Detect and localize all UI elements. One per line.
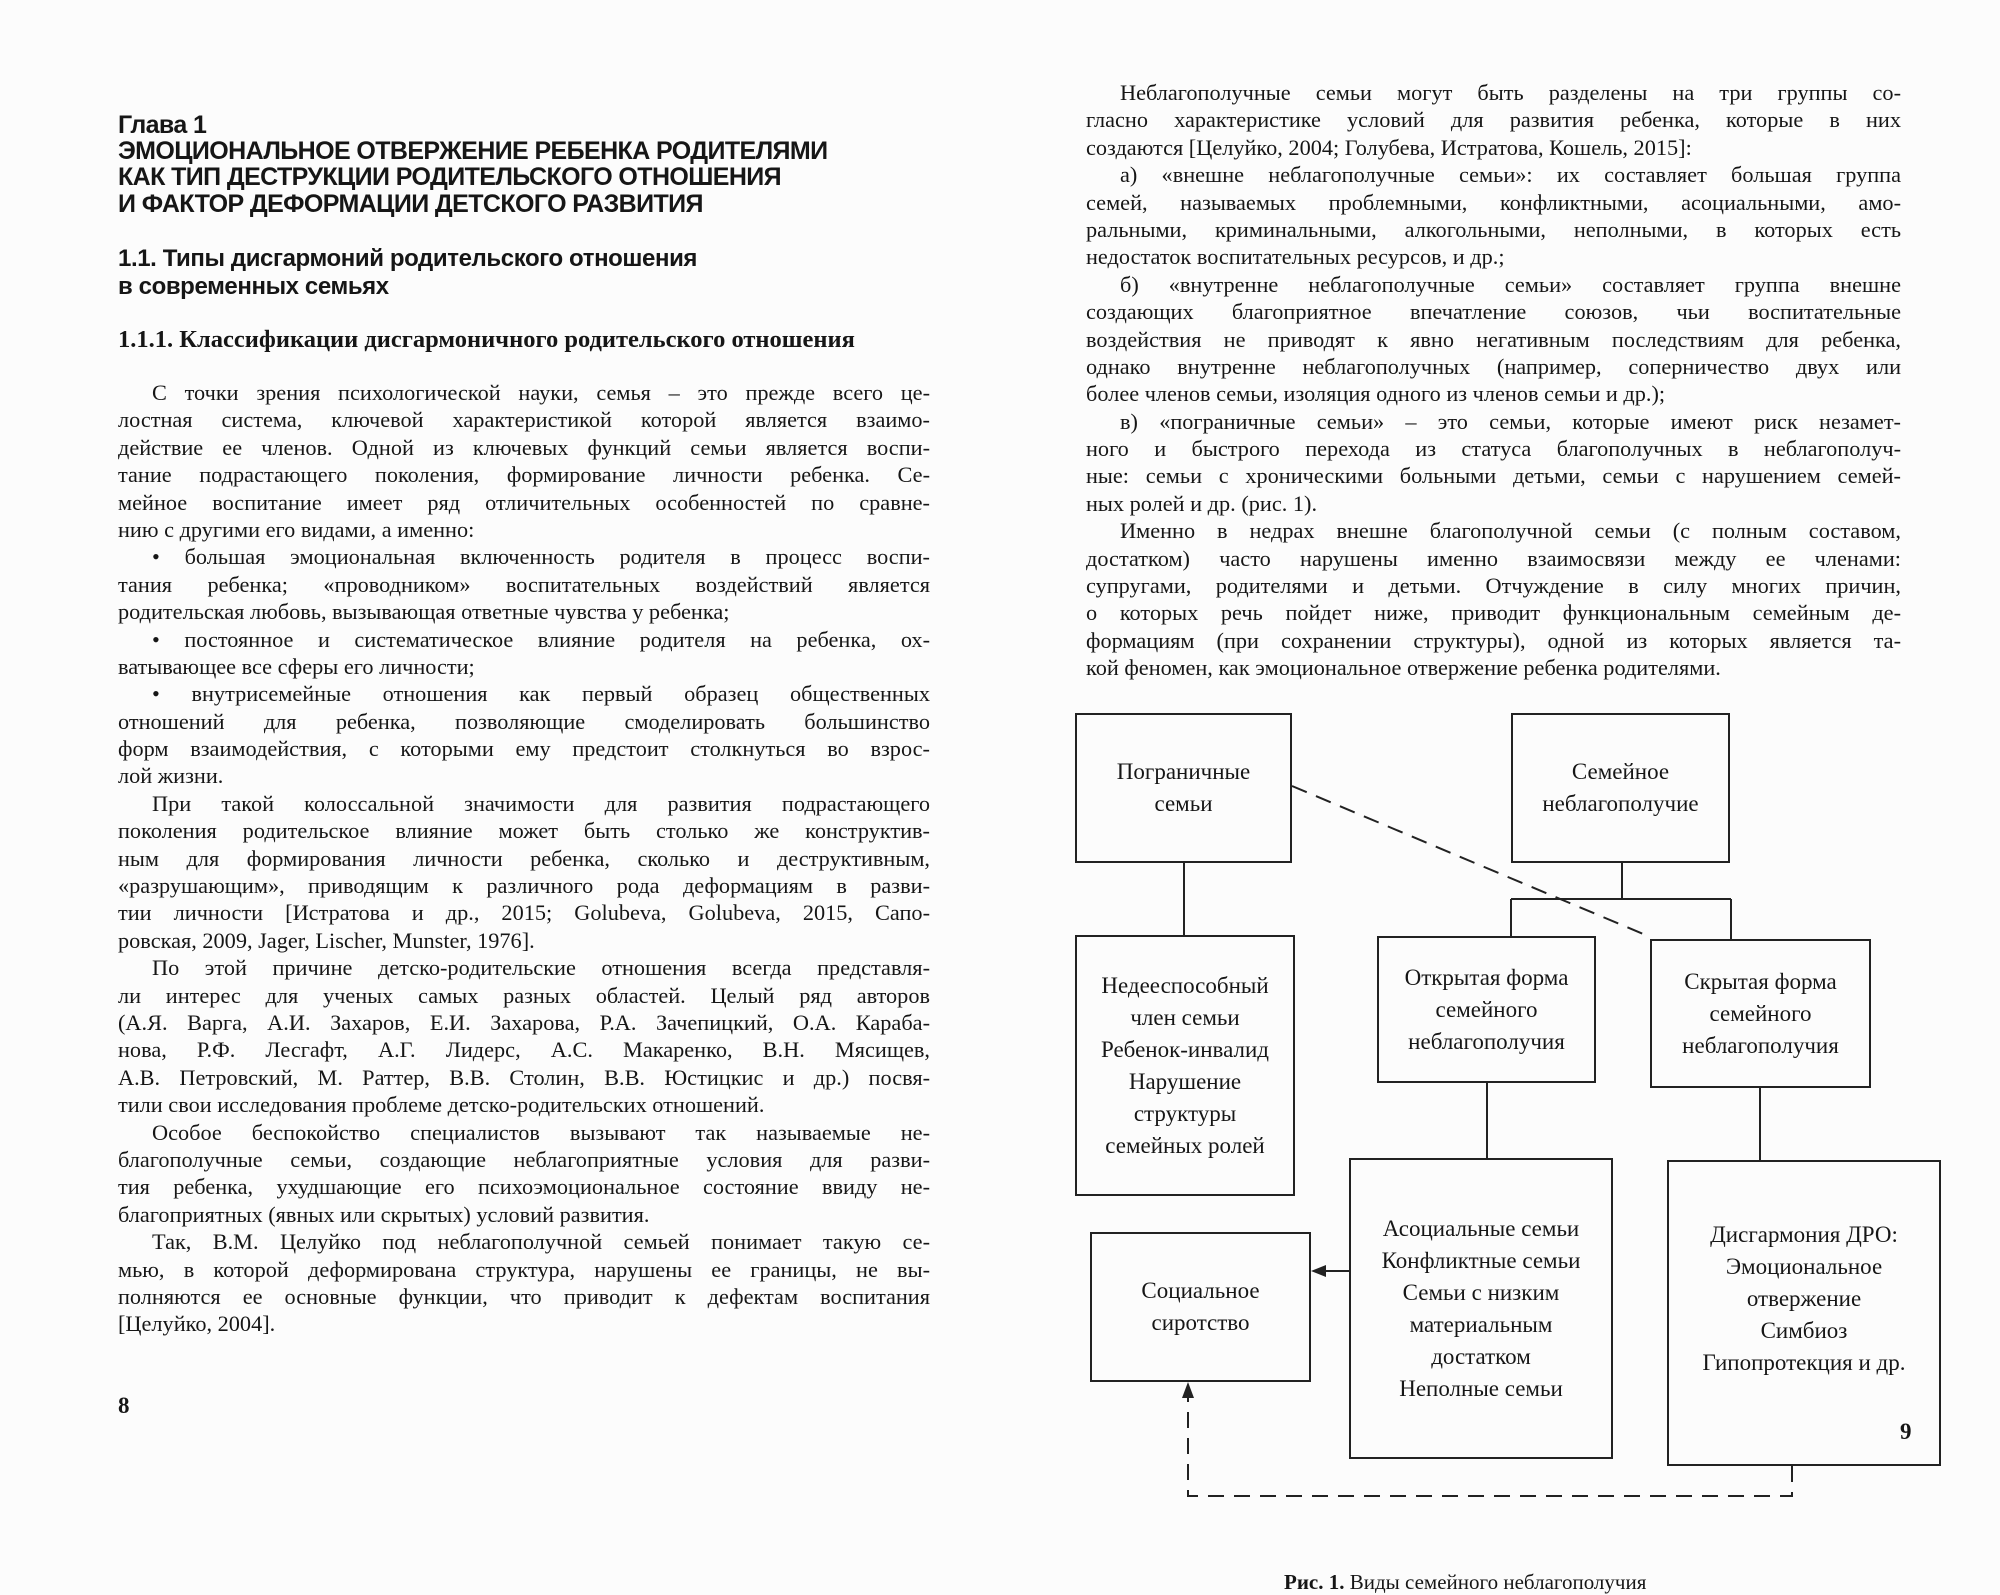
chapter-title-line: И ФАКТОР ДЕФОРМАЦИИ ДЕТСКОГО РАЗВИТИЯ bbox=[118, 190, 703, 218]
text-line: а) «внешне неблагополучные семьи»: их составляет большая группа bbox=[1120, 162, 1901, 188]
box-text: Социальное bbox=[1141, 1278, 1260, 1303]
box-text: Гипопротекция и др. bbox=[1702, 1350, 1906, 1375]
text-line: ные: семьи с хроническими больными детьми, семьи с нарушением семей- bbox=[1086, 463, 1901, 489]
text-line: [Целуйко, 2004]. bbox=[118, 1311, 276, 1337]
box-text: семейных ролей bbox=[1105, 1132, 1265, 1158]
text-line: однако внутренне неблагополучных (например, соперничество двух или bbox=[1086, 353, 1901, 379]
text-line: Неблагополучные семьи могут быть разделены на три группы со- bbox=[1120, 80, 1901, 105]
text-line: тания ребенка; «проводником» воспитательных воздействий является bbox=[118, 571, 930, 597]
box-text: Конфликтные семьи bbox=[1381, 1247, 1581, 1273]
box-text: Дисгармония ДРО: bbox=[1710, 1222, 1898, 1247]
box-text: сиротство bbox=[1151, 1310, 1250, 1335]
text-line: ровская, 2009, Jager, Lischer, Munster, 1976]. bbox=[118, 927, 535, 953]
box-text: материальным bbox=[1409, 1311, 1553, 1337]
box-text: отвержение bbox=[1746, 1286, 1862, 1311]
text-line: «разрушающим», приводящим к различного рода деформациям в разви- bbox=[118, 873, 930, 899]
box-social-orphanhood bbox=[1090, 1232, 1311, 1382]
box-text: Открытая форма bbox=[1404, 964, 1569, 990]
box-family-dysfunction bbox=[1511, 713, 1730, 863]
text-line: ватывающее все сферы его личности; bbox=[118, 653, 475, 679]
text-line: нию с другими его видами, а именно: bbox=[118, 516, 475, 542]
text-line: тия ребенка, ухудшающие его психоэмоциональное состояние ввиду не- bbox=[118, 1174, 930, 1200]
chapter-title-line: КАК ТИП ДЕСТРУКЦИИ РОДИТЕЛЬСКОГО ОТНОШЕНИЯ bbox=[118, 163, 782, 191]
arrowhead-icon bbox=[1311, 1265, 1326, 1277]
text-line: родительская любовь, вызывающая ответные чувства у ребенка; bbox=[118, 599, 730, 625]
box-text: Семейное bbox=[1571, 759, 1670, 784]
text-line: действие ее членов. Одной из ключевых функций семьи является воспи- bbox=[118, 434, 930, 460]
text-line: • внутрисемейные отношения как первый образец общественных bbox=[152, 681, 930, 707]
box-text: Нарушение bbox=[1128, 1068, 1242, 1094]
figure-caption bbox=[1284, 1570, 1646, 1595]
text-line: мью, в которой деформирована структура, нарушены ее границы, не вы- bbox=[118, 1256, 930, 1282]
text-line: о которых речь пойдет ниже, приводит функциональным семейным де- bbox=[1086, 600, 1901, 626]
section-title-line: 1.1. Типы дисгармоний родительского отношения bbox=[118, 245, 698, 272]
box-text: Асоциальные семьи bbox=[1382, 1215, 1580, 1241]
text-line: семей, называемых проблемными, конфликтными, асоциальными, амо- bbox=[1086, 189, 1901, 215]
text-line: воздействия не приводят к явно негативным последствиям для ребенка, bbox=[1086, 326, 1901, 352]
box-text: достатком bbox=[1431, 1343, 1531, 1369]
box-text: семейного bbox=[1435, 996, 1538, 1022]
text-line: в) «пограничные семьи» – это семьи, которые имеют риск незамет- bbox=[1120, 408, 1901, 434]
text-line: Именно в недрах внешне благополучной семьи (с полным составом, bbox=[1120, 518, 1901, 544]
text-line: ным для формирования личности ребенка, сколько и деструктивным, bbox=[118, 845, 930, 871]
text-line: ральными, криминальными, алкогольными, неполными, в которых есть bbox=[1086, 216, 1901, 242]
text-line: лостная система, ключевой характеристикой которой является взаимо- bbox=[118, 407, 930, 433]
box-text: Пограничные bbox=[1116, 759, 1251, 784]
text-line: По этой причине детско-родительские отношения всегда представля- bbox=[152, 955, 930, 981]
section-title-line: в современных семьях bbox=[118, 273, 389, 300]
text-line: б) «внутренне неблагополучные семьи» составляет группа внешне bbox=[1120, 271, 1901, 297]
text-line: А.В. Петровский, М. Раттер, В.В. Столин, В.В. Юстицкис и др.) посвя- bbox=[118, 1064, 930, 1090]
text-line: поколения родительское влияние может быть столько же конструктив- bbox=[118, 818, 930, 844]
text-line: нова, Р.Ф. Лесгафт, А.Г. Лидерс, А.С. Макаренко, В.Н. Мясищев, bbox=[118, 1037, 930, 1063]
box-text: Скрытая форма bbox=[1684, 968, 1837, 994]
box-text: член семьи bbox=[1130, 1004, 1240, 1030]
box-text: Неполные семьи bbox=[1399, 1375, 1563, 1401]
box-text: Эмоциональное bbox=[1725, 1254, 1883, 1279]
subsection-title: 1.1.1. Классификации дисгармоничного родительского отношения bbox=[118, 326, 855, 353]
box-text: семейного bbox=[1709, 1000, 1812, 1026]
text-line: благополучные семьи, создающие неблагоприятные условия для разви- bbox=[118, 1146, 930, 1172]
text-line: форм взаимодействия, с которыми ему предстоит столкнуться во взрос- bbox=[118, 736, 930, 762]
box-text: неблагополучия bbox=[1682, 1032, 1839, 1058]
box-incapable-member bbox=[1075, 935, 1295, 1196]
text-line: более членов семьи, изоляция одного из членов семьи и др.); bbox=[1086, 381, 1666, 407]
text-line: гласно характеристике условий для развития ребенка, которые в них bbox=[1086, 107, 1901, 133]
box-text: Симбиоз bbox=[1760, 1318, 1848, 1343]
text-line: мейное воспитание имеет ряд отличительных особенностей по сравне- bbox=[118, 489, 930, 515]
text-line: создаются [Целуйко, 2004; Голубева, Истратова, Кошель, 2015]: bbox=[1086, 134, 1692, 160]
text-line: отношений для ребенка, позволяющие смоделировать большинство bbox=[118, 708, 930, 734]
arrowhead-icon bbox=[1182, 1382, 1194, 1398]
text-line: Особое беспокойство специалистов вызывают так называемые не- bbox=[152, 1119, 930, 1145]
box-boundary-families bbox=[1075, 713, 1292, 863]
text-line: С точки зрения психологической науки, семья – это прежде всего це- bbox=[152, 380, 930, 405]
text-line: ли интерес для ученых самых разных областей. Целый ряд авторов bbox=[118, 982, 930, 1008]
text-line: супругами, родителями и детьми. Отчуждение в силу многих причин, bbox=[1086, 573, 1901, 599]
box-open-form bbox=[1377, 936, 1596, 1083]
text-line: достатком) часто нарушены именно взаимосвязи между ее членами: bbox=[1086, 545, 1901, 571]
text-line: благоприятных (явных или скрытых) условий развития. bbox=[118, 1201, 650, 1227]
caption-label: Рис. 1. bbox=[1284, 1570, 1345, 1594]
box-text: семьи bbox=[1154, 791, 1213, 816]
text-line: тии личности [Истратова и др., 2015; Golubeva, Golubeva, 2015, Сапо- bbox=[118, 900, 930, 926]
box-open-examples bbox=[1349, 1158, 1613, 1459]
box-text: Семьи с низким bbox=[1402, 1279, 1560, 1305]
page-number-right: 9 bbox=[1900, 1419, 1912, 1444]
text-line: • большая эмоциональная включенность родителя в процесс воспи- bbox=[152, 544, 930, 570]
box-hidden-form bbox=[1650, 939, 1871, 1088]
page-number-left: 8 bbox=[118, 1393, 130, 1418]
box-text: структуры bbox=[1133, 1100, 1237, 1126]
text-line: Так, В.М. Целуйко под неблагополучной семьей понимает такую се- bbox=[152, 1229, 930, 1255]
text-line: • постоянное и систематическое влияние родителя на ребенка, ох- bbox=[152, 626, 930, 652]
box-text: Ребенок-инвалид bbox=[1100, 1036, 1270, 1062]
box-text: неблагополучие bbox=[1542, 791, 1699, 816]
chapter-title-line: ЭМОЦИОНАЛЬНОЕ ОТВЕРЖЕНИЕ РЕБЕНКА РОДИТЕЛЯМИ bbox=[118, 137, 828, 165]
text-line: тание подрастающего поколения, формирование личности ребенка. Се- bbox=[118, 462, 930, 488]
text-line: ных ролей и др. (рис. 1). bbox=[1086, 490, 1318, 516]
text-line: полняются ее основные функции, что приводит к дефектам воспитания bbox=[118, 1283, 930, 1309]
text-line: недостаток воспитательных ресурсов, и др.; bbox=[1086, 244, 1505, 270]
text-line: тили свои исследования проблеме детско-родительских отношений. bbox=[118, 1092, 765, 1118]
box-text: неблагополучия bbox=[1408, 1028, 1565, 1054]
text-line: При такой колоссальной значимости для развития подрастающего bbox=[152, 790, 930, 816]
text-line: создающих благоприятное впечатление союзов, чьи воспитательные bbox=[1086, 299, 1901, 325]
chapter-label: Глава 1 bbox=[118, 111, 207, 139]
text-line: ного и быстрого перехода из статуса благополучных в неблагополуч- bbox=[1086, 436, 1901, 462]
box-text: Недееспособный bbox=[1101, 972, 1269, 998]
text-line: (А.Я. Варга, А.И. Захаров, Е.И. Захарова, Р.А. Зачепицкий, О.А. Караба- bbox=[118, 1009, 930, 1035]
text-line: лой жизни. bbox=[118, 763, 224, 789]
text-line: кой феномен, как эмоциональное отвержение ребенка родителями. bbox=[1086, 655, 1721, 681]
text-line: формациям (при сохранении структуры), одной из которых является та- bbox=[1086, 627, 1901, 653]
caption-text: Виды семейного неблагополучия bbox=[1344, 1570, 1647, 1594]
